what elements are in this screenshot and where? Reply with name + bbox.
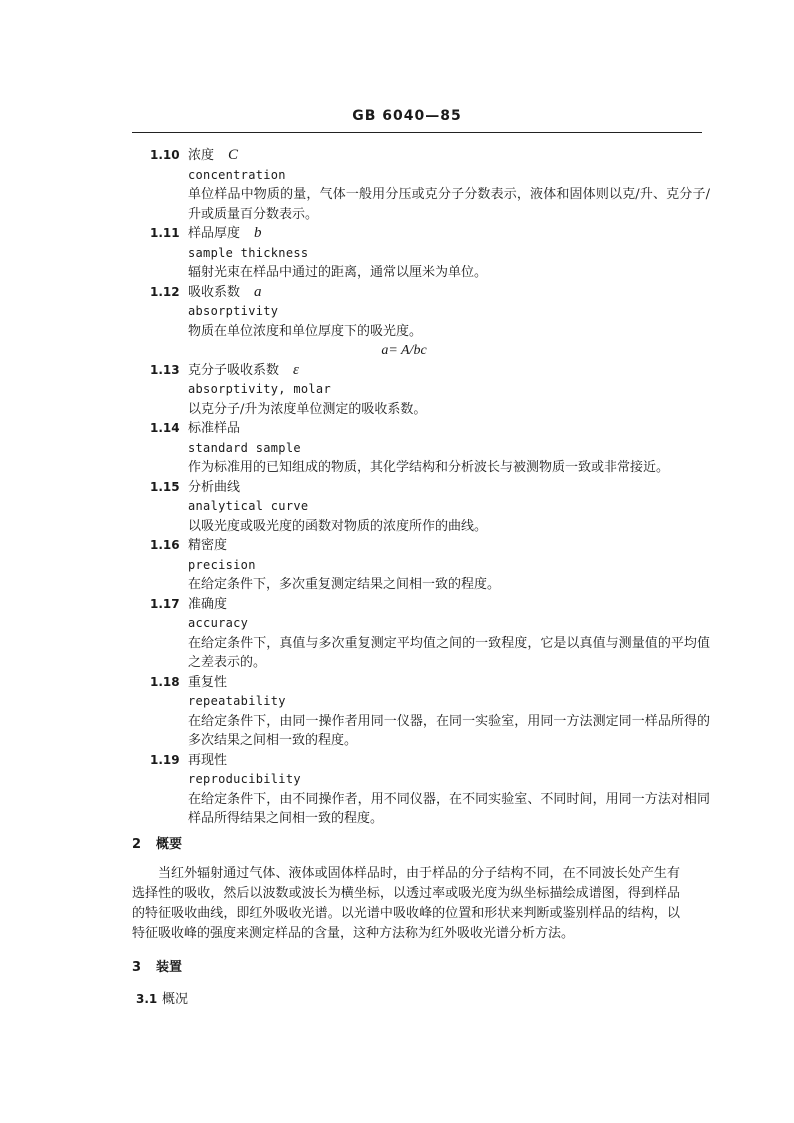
term-title bbox=[188, 419, 710, 439]
term-chinese-name: 克分子吸收系数 bbox=[188, 362, 280, 378]
term-entry bbox=[150, 224, 710, 283]
term-entry bbox=[150, 536, 710, 595]
term-entry bbox=[150, 478, 710, 537]
term-body bbox=[188, 224, 710, 283]
term-title bbox=[188, 751, 710, 771]
term-english-name: repeatability bbox=[188, 694, 286, 708]
section-2-paragraph: 当红外辐射通过气体、液体或固体样品时，由于样品的分子结构不同，在不同波长处产生有选择性的吸收，然后以波数或波长为横坐标，以透过率或吸光度为纵坐标描绘成谱图，得到样品的特征吸收曲线，即红外吸收光谱。以光谱中吸收峰的位置和形状来判断或鉴别样品的结构，以特征吸收峰的强度来测定样品的含量，这种方法称为红外吸收光谱分析方法。 bbox=[132, 866, 680, 941]
term-title bbox=[188, 536, 710, 556]
term-english-name: concentration bbox=[188, 167, 286, 182]
term-english-name: analytical curve bbox=[188, 499, 309, 513]
section-2-heading bbox=[132, 835, 710, 855]
term-title bbox=[188, 361, 710, 381]
section-3-heading bbox=[132, 958, 710, 978]
subsection-title: 概况 bbox=[162, 991, 189, 1007]
term-chinese-name: 浓度 bbox=[188, 148, 215, 163]
term-number: 1.12 bbox=[150, 284, 180, 299]
term-entry bbox=[150, 361, 710, 420]
term-english-name: accuracy bbox=[188, 616, 249, 630]
section-number: 2 bbox=[132, 836, 142, 852]
term-body bbox=[188, 595, 710, 673]
term-definition: 作为标准用的已知组成的物质，其化学结构和分析波长与被测物质一致或非常接近。 bbox=[188, 460, 670, 475]
term-title bbox=[188, 478, 710, 498]
section-title: 装置 bbox=[156, 960, 183, 975]
term-number: 1.17 bbox=[150, 596, 180, 611]
term-english-name: absorptivity, molar bbox=[188, 382, 331, 396]
term-title bbox=[188, 595, 710, 615]
term-entry bbox=[150, 751, 710, 829]
term-number: 1.16 bbox=[150, 538, 180, 552]
term-title bbox=[188, 673, 710, 693]
section-title: 概要 bbox=[156, 836, 183, 852]
term-entry bbox=[150, 419, 710, 478]
subsection-number: 3.1 bbox=[136, 991, 158, 1006]
term-entry bbox=[150, 595, 710, 673]
term-number: 1.11 bbox=[150, 226, 180, 240]
term-definition: 辐射光束在样品中通过的距离，通常以厘米为单位。 bbox=[188, 265, 488, 280]
section-number: 3 bbox=[132, 960, 142, 975]
term-chinese-name: 再现性 bbox=[188, 752, 228, 768]
term-title bbox=[188, 224, 710, 244]
term-definition: 以克分子/升为浓度单位测定的吸收系数。 bbox=[188, 401, 427, 417]
header-rule bbox=[132, 132, 702, 133]
term-chinese-name: 准确度 bbox=[188, 596, 228, 612]
term-number: 1.10 bbox=[150, 148, 180, 162]
term-formula: a= A/bc bbox=[381, 343, 427, 358]
term-english-name: precision bbox=[188, 557, 256, 572]
term-entry bbox=[150, 146, 710, 224]
term-chinese-name: 样品厚度 bbox=[188, 226, 241, 241]
term-body bbox=[188, 146, 710, 224]
term-chinese-name: 标准样品 bbox=[188, 421, 241, 436]
term-body bbox=[188, 673, 710, 751]
term-definition: 在给定条件下，由同一操作者用同一仪器，在同一实验室，用同一方法测定同一样品所得的多次结果之间相一致的程度。 bbox=[188, 713, 710, 748]
term-definition: 物质在单位浓度和单位厚度下的吸光度。 bbox=[188, 323, 423, 339]
term-symbol: a bbox=[254, 283, 262, 300]
term-symbol: C bbox=[228, 147, 239, 163]
term-definition: 在给定条件下，多次重复测定结果之间相一致的程度。 bbox=[188, 577, 501, 592]
term-number: 1.13 bbox=[150, 362, 180, 377]
term-number: 1.14 bbox=[150, 421, 180, 435]
standard-code-header: GB 6040—85 bbox=[352, 108, 462, 124]
term-body bbox=[188, 419, 710, 478]
term-entry bbox=[150, 673, 710, 751]
term-body bbox=[188, 283, 710, 361]
term-chinese-name: 重复性 bbox=[188, 674, 228, 690]
term-definition: 在给定条件下，真值与多次重复测定平均值之间的一致程度，它是以真值与测量值的平均值之差表示的。 bbox=[188, 635, 710, 670]
term-english-name: reproducibility bbox=[188, 772, 301, 786]
term-number: 1.15 bbox=[150, 479, 180, 494]
term-definition: 在给定条件下，由不同操作者，用不同仪器，在不同实验室、不同时间，用同一方法对相同样品所得结果之间相一致的程度。 bbox=[188, 791, 710, 826]
term-chinese-name: 吸收系数 bbox=[188, 284, 241, 300]
term-definition: 单位样品中物质的量，气体一般用分压或克分子分数表示，液体和固体则以克/升、克分子/升或质量百分数表示。 bbox=[188, 187, 710, 222]
term-title bbox=[188, 146, 710, 166]
term-english-name: sample thickness bbox=[188, 245, 309, 260]
term-body bbox=[188, 361, 710, 420]
term-list bbox=[150, 146, 710, 829]
term-english-name: standard sample bbox=[188, 440, 301, 455]
term-title bbox=[188, 283, 710, 303]
term-body bbox=[188, 478, 710, 537]
term-body bbox=[188, 536, 710, 595]
document-body bbox=[132, 146, 710, 1009]
term-entry bbox=[150, 283, 710, 361]
term-body bbox=[188, 751, 710, 829]
term-english-name: absorptivity bbox=[188, 304, 279, 318]
term-number: 1.18 bbox=[150, 674, 180, 689]
term-chinese-name: 分析曲线 bbox=[188, 479, 241, 495]
term-symbol: b bbox=[254, 225, 262, 241]
term-number: 1.19 bbox=[150, 752, 180, 767]
term-definition: 以吸光度或吸光度的函数对物质的浓度所作的曲线。 bbox=[188, 518, 488, 534]
subsection-3-1 bbox=[136, 990, 710, 1010]
term-symbol: ε bbox=[293, 361, 299, 378]
term-chinese-name: 精密度 bbox=[188, 538, 228, 553]
